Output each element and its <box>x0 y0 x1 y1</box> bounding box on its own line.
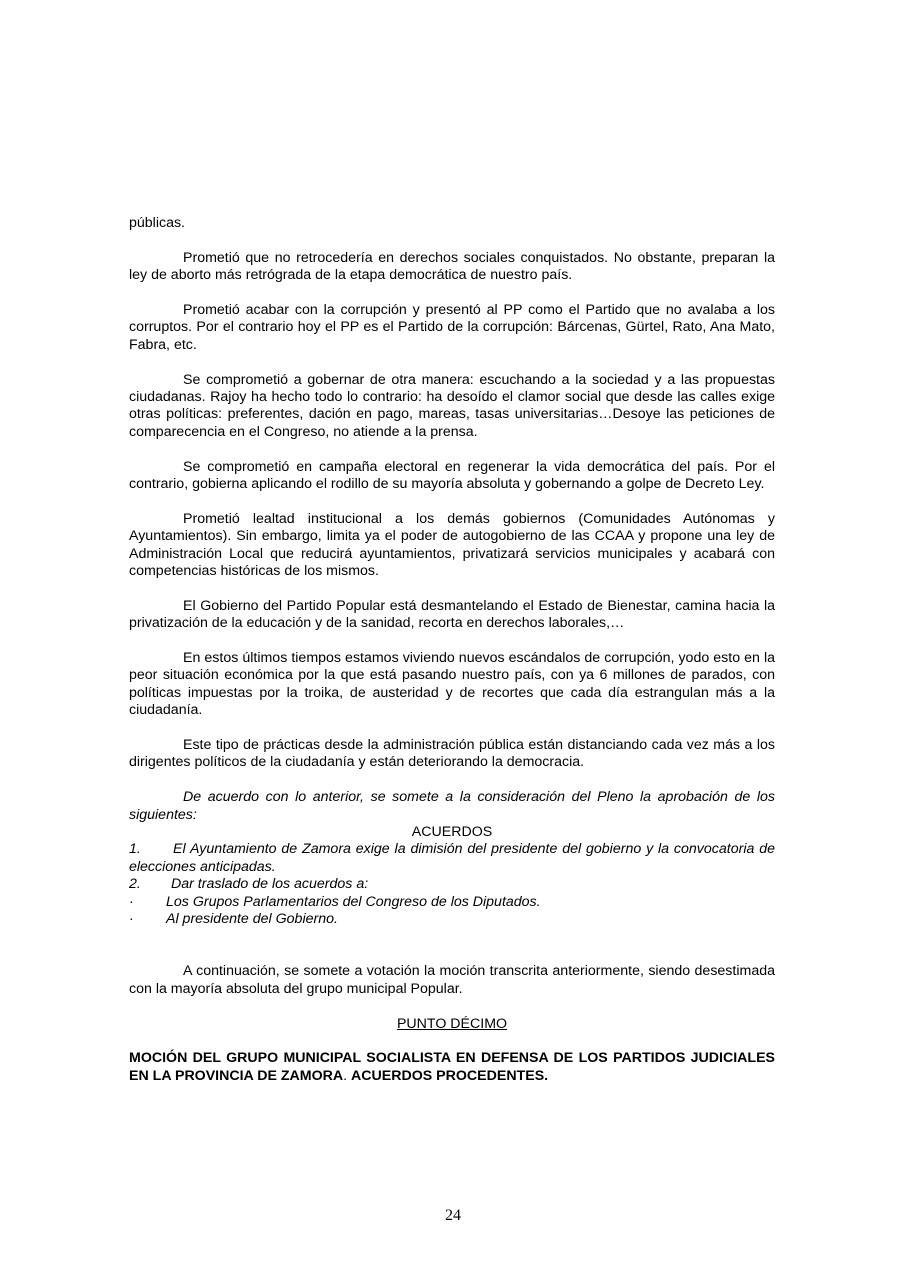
paragraph-institutional-loyalty: Prometió lealtad institucional a los demás gobiernos (Comunidades Autónomas y Ayuntamientos). Sin embargo, limita ya el poder de autogobierno de las CCAA y propone una ley de Administración Local que reducirá ayuntamientos, privatizará servicios municipales y acabará con competencias históricas de los mismos. <box>129 510 775 580</box>
paragraph-governance: Se comprometió a gobernar de otra manera: escuchando a la sociedad y a las propuestas ciudadanas. Rajoy ha hecho todo lo contrario: ha desoído el clamor social que desde las calles exige otras políticas: preferentes, dación en pago, mareas, tasas universitarias…Desoye las peticiones de comparecencia en el Congreso, no atiende a la prensa. <box>129 371 775 440</box>
vote-paragraph: A continuación, se somete a votación la moción transcrita anteriormente, siendo desestimada con la mayoría absoluta del grupo municipal Popular. <box>129 963 775 997</box>
motion-title-separator: . <box>343 1067 352 1084</box>
acuerdo-item-2 <box>129 876 775 893</box>
acuerdo-number: 2. <box>129 876 141 893</box>
bullet-text: Los Grupos Parlamentarios del Congreso de los Diputados. <box>166 893 541 910</box>
paragraph-democratic-regeneration: Se comprometió en campaña electoral en regenerar la vida democrática del país. Por el contrario, gobierna aplicando el rodillo de su mayoría absoluta y gobernando a golpe de Decreto Ley. <box>129 458 775 493</box>
acuerdo-number: 1. <box>129 841 141 858</box>
bullet-item-1 <box>129 894 775 911</box>
motion-title-main: MOCIÓN DEL GRUPO MUNICIPAL SOCIALISTA EN DEFENSA DE LOS PARTIDOS JUDICIALES EN LA PROVINCIA DE ZAMORA <box>129 1050 775 1084</box>
motion-title-tail: ACUERDOS PROCEDENTES. <box>351 1067 549 1084</box>
bullet-text: Al presidente del Gobierno. <box>166 911 338 928</box>
paragraph-corruption: Prometió acabar con la corrupción y presentó al PP como el Partido que no avalaba a los corruptos. Por el contrario hoy el PP es el Partido de la corrupción: Bárcenas, Gürtel, Rato, Ana Mato, Fabra, etc. <box>129 302 775 353</box>
intro-italic: De acuerdo con lo anterior, se somete a la consideración del Pleno la aprobación de los siguientes: <box>129 789 775 823</box>
bullet-mark: · <box>129 911 134 928</box>
acuerdo-text: El Ayuntamiento de Zamora exige la dimisión del presidente del gobierno y la convocatoria de elecciones anticipadas. <box>129 841 775 875</box>
acuerdos-heading: ACUERDOS <box>411 824 493 841</box>
bullet-mark: · <box>129 893 134 910</box>
bullet-item-2 <box>129 911 775 928</box>
section-heading: PUNTO DÉCIMO <box>396 1015 508 1032</box>
lead-fragment: públicas. <box>129 215 185 231</box>
paragraph-abortion-law: Prometió que no retrocedería en derechos sociales conquistados. No obstante, preparan la ley de aborto más retrógrada de la etapa democrática de nuestro país. <box>129 249 775 284</box>
acuerdo-text: Dar traslado de los acuerdos a: <box>171 876 369 893</box>
paragraph-practices: Este tipo de prácticas desde la administración pública están distanciando cada vez más a los dirigentes políticos de la ciudadanía y están deteriorando la democracia. <box>129 737 775 771</box>
document-body <box>129 215 775 1103</box>
acuerdo-item-1 <box>129 841 775 876</box>
vertical-spacer <box>129 929 775 964</box>
paragraph-welfare-state: El Gobierno del Partido Popular está desmantelando el Estado de Bienestar, camina hacia la privatización de la educación y de la sanidad, recorta en derechos laborales,… <box>129 597 775 632</box>
page-number: 24 <box>445 1207 461 1224</box>
paragraph-scandals: En estos últimos tiempos estamos viviendo nuevos escándalos de corrupción, yodo esto en la peor situación económica por la que está pasando nuestro país, con ya 6 millones de parados, con políticas impuestas por la troika, de austeridad y de recortes que cada día estrangulan más a la ciudadanía. <box>129 650 775 719</box>
motion-title <box>129 1050 775 1085</box>
